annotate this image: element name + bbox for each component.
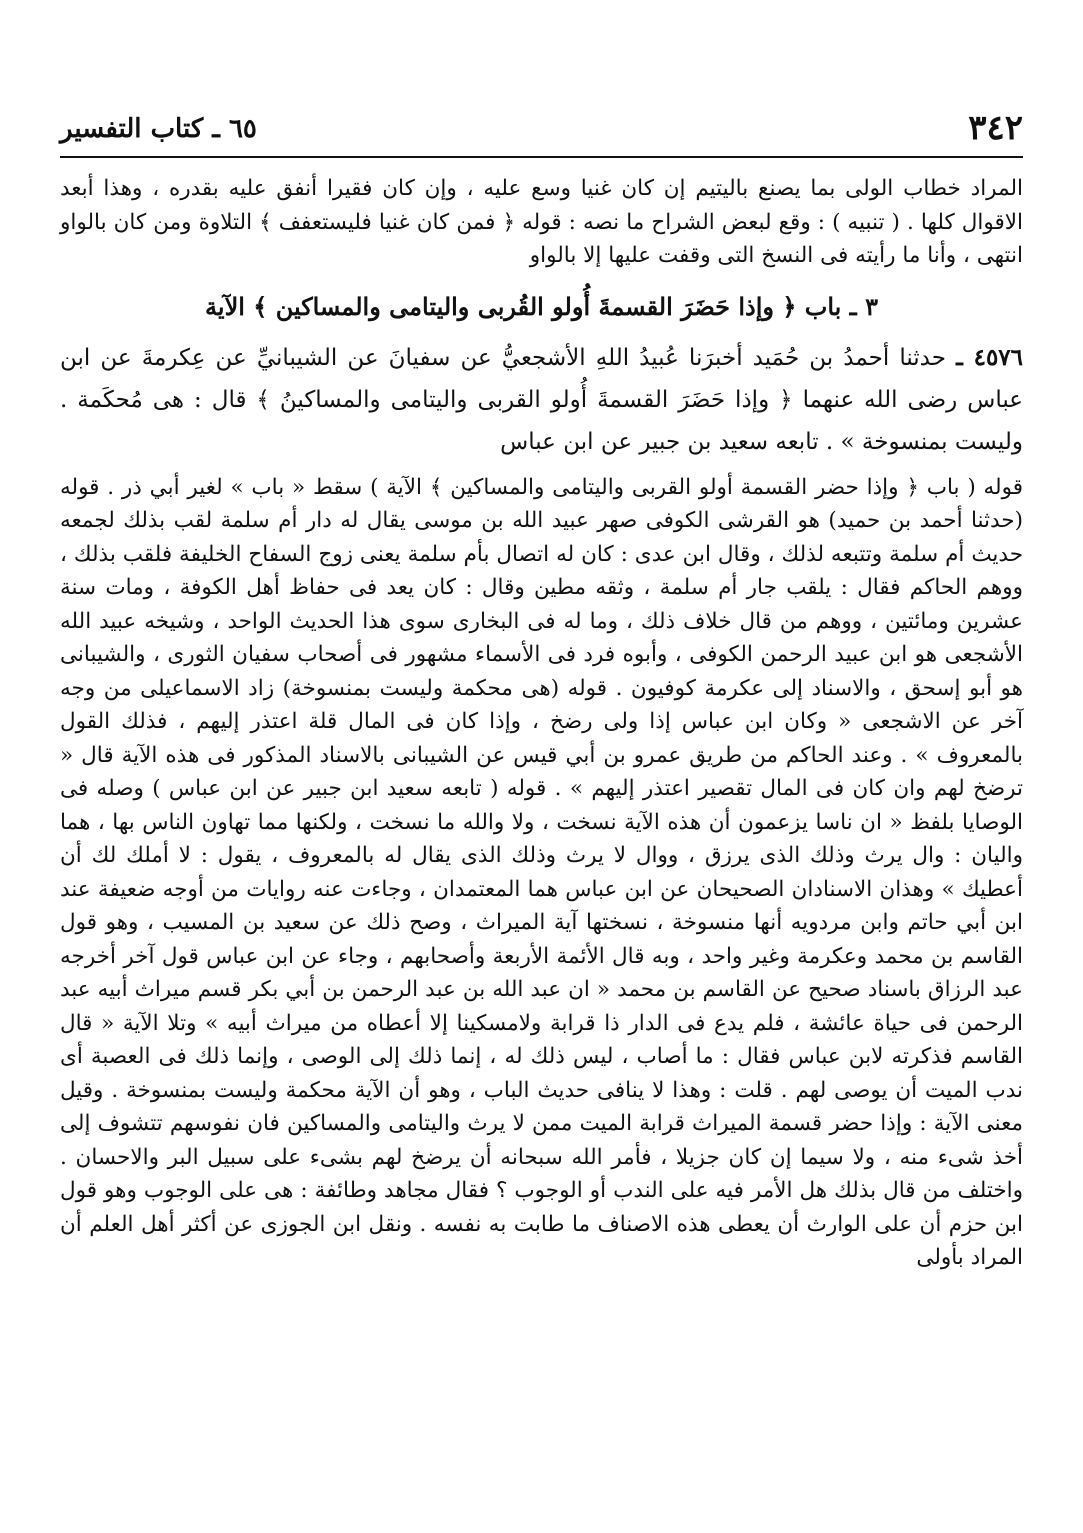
intro-paragraph: المراد خطاب الولى بما يصنع باليتيم إن كان غنيا وسع عليه ، وإن كان فقيرا أنفق عليه بقدره ، وهذا أبعد الاقوال كلها . ( تنبيه ) : وقع لبعض الشراح ما نصه : قوله ﴿ فمن كان غنيا فليستعفف ﴾ التلاوة ومن كان بالواو انتهى ، وأنا ما رأيته فى النسخ التى وقفت عليها إلا بالواو [60, 176, 1023, 268]
page-number: ٣٤٢ [968, 108, 1023, 148]
commentary-paragraph: قوله ( باب ﴿ وإذا حضر القسمة أولو القربى واليتامى والمساكين ﴾ الآية ) سقط « باب » لغير أبي ذر . قوله (حدثنا أحمد بن حميد) هو القرشى الكوفى صهر عبيد الله بن موسى يقال له دار أم سلمة لقب بذلك لجمعه حديث أم سلمة وتتبعه لذلك ، وقال ابن عدى : كان له اتصال بأم سلمة يعنى زوج السفاح الخليفة فلقب بذلك ، ووهم الحاكم فقال : يلقب جار أم سلمة ، وثقه مطين وقال : كان يعد فى حفاظ أهل الكوفة ، ومات سنة عشرين ومائتين ، ووهم من قال خلاف ذلك ، وما له فى البخارى سوى هذا الحديث الواحد ، وشيخه عبيد الله الأشجعى هو ابن عبيد الرحمن الكوفى ، وأبوه فرد فى الأسماء مشهور فى أصحاب سفيان الثورى ، والشيبانى هو أبو إسحق ، والاسناد إلى عكرمة كوفيون . قوله (هى محكمة وليست بمنسوخة) زاد الاسماعيلى من وجه آخر عن الاشجعى « وكان ابن عباس إذا ولى رضخ ، وإذا كان فى المال قلة اعتذر إليهم ، فذلك القول بالمعروف » . وعند الحاكم من طريق عمرو بن أبي قيس عن الشيبانى بالاسناد المذكور فى هذه الآية قال « ترضخ لهم وان كان فى المال تقصير اعتذر إليهم » . قوله ( تابعه سعيد ابن جبير عن ابن عباس ) وصله فى الوصايا بلفظ « ان ناسا يزعمون أن هذه الآية نسخت ، ولا والله ما نسخت ، ولكنها مما تهاون الناس بها ، هما واليان : وال يرث وذلك الذى يرزق ، ووال لا يرث وذلك الذى يقال له بالمعروف ، يقول : لا أملك لك أن أعطيك » وهذان الاسنادان الصحيحان عن ابن عباس هما المعتمدان ، وجاءت عنه روايات من أوجه ضعيفة عند ابن أبي حاتم وابن مردويه أنها منسوخة ، نسختها آية الميراث ، وصح ذلك عن سعيد بن المسيب ، وهو قول القاسم بن محمد وعكرمة وغير واحد ، وبه قال الأئمة الأربعة وأصحابهم ، وجاء عن ابن عباس قول آخر أخرجه عبد الرزاق باسناد صحيح عن القاسم بن محمد « ان عبد الله بن عبد الرحمن بن أبي بكر قسم ميراث أبيه عبد الرحمن فى حياة عائشة ، فلم يدع فى الدار ذا قرابة ولامسكينا إلا أعطاه من ميراث أبيه » وتلا الآية « قال القاسم فذكرته لابن عباس فقال : ما أصاب ، ليس ذلك له ، إنما ذلك إلى الوصى ، وإنما ذلك فى العصبة أى ندب الميت أن يوصى لهم . قلت : وهذا لا ينافى حديث الباب ، وهو أن الآية محكمة وليست بمنسوخة . وقيل معنى الآية : وإذا حضر قسمة الميراث قرابة الميت ممن لا يرث واليتامى والمساكين فان نفوسهم تتشوف إلى أخذ شىء منه ، ولا سيما إن كان جزيلا ، فأمر الله سبحانه أن يرضخ لهم بشىء على سبيل البر والاحسان . واختلف من قال بذلك هل الأمر فيه على الندب أو الوجوب ؟ فقال مجاهد وطائفة : هى على الوجوب وهو قول ابن حزم أن على الوارث أن يعطى هذه الاصناف ما طابت به نفسه . ونقل ابن الجوزى عن أكثر أهل العلم أن المراد بأولى [60, 474, 1023, 1270]
hadith-text: حدثنا أحمدُ بن حُمَيد أخبرَنا عُبيدُ اللهِ الأشجعيُّ عن سفيانَ عن الشيبانيِّ عن عِكرمةَ عن ابن عباس رضى الله عنهما ﴿ وإذا حَضَرَ القسمةَ أُولو القربى واليتامى والمساكينُ ﴾ قال : هى مُحكَمة . وليست بمنسوخة » . تابعه سعيد بن جبير عن ابن عباس [60, 344, 1023, 455]
running-title: ٦٥ ـ كتاب التفسير [60, 114, 257, 144]
hadith-block [60, 337, 1023, 463]
page-header [60, 108, 1023, 158]
hadith-number: ٤٥٧٦ ـ [956, 343, 1024, 371]
page-body [60, 172, 1023, 1275]
chapter-heading: ٣ ـ باب ﴿ وإذا حَضَرَ القسمةَ أُولو القُربى واليتامى والمساكين ﴾ الآية [205, 291, 878, 321]
